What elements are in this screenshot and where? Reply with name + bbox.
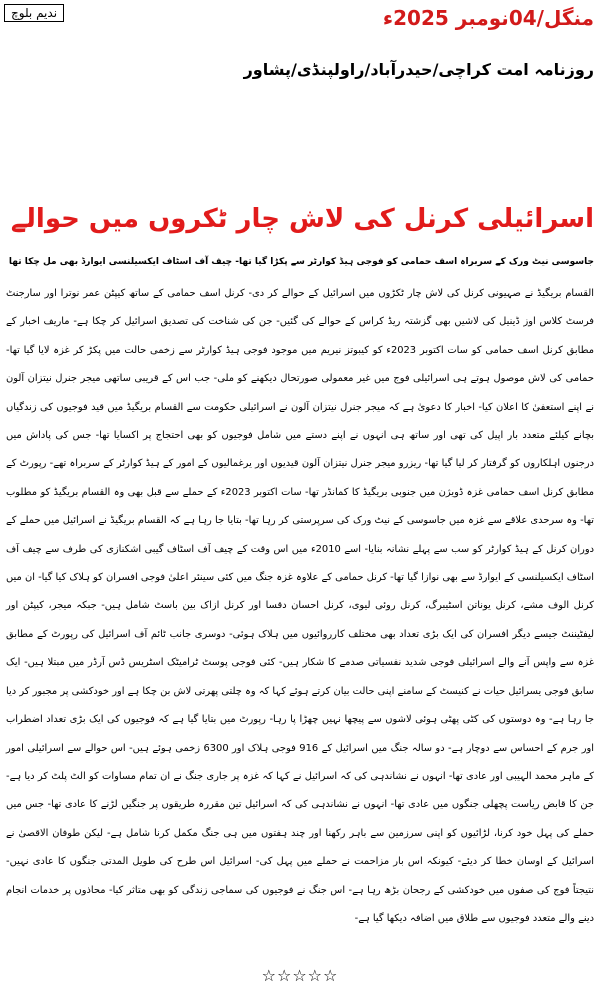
publication-date: منگل/04نومبر 2025ء (382, 6, 594, 30)
end-stars: ☆☆☆☆☆ (261, 966, 339, 985)
headline: اسرائیلی کرنل کی لاش چار ٹکروں میں حوالے (10, 204, 594, 234)
article-body: القسام بریگیڈ نے صہیونی کرنل کی لاش چار ٹکڑوں میں اسرائیل کے حوالے کر دی- کرنل اسف حمامی کے ساتھ کیپٹن عمر نوترا اور سارجنٹ فرسٹ کلاس اوز ڈینیل کی لاشیں بھی گزشتہ ریڈ کراس کے حوالے کی گئیں- جن کی شناخت کی تصدیق اسرائیل کر چکا ہے- ماریف اخبار کے مطابق کرنل اسف حمامی کو سات اکتوبر 2023ء کو کیبوتز نیریم میں موجود فوجی ہیڈ کوارٹر سے زخمی حالت میں پکڑ کر غزہ لایا گیا تھا- حمامی کی لاش موصول ہوتے ہی اسرائیلی فوج میں غیر معمولی صورتحال دیکھنے کو ملی- جب اس کے قریبی ساتھی میجر جنرل نیتزان آلون نے اپنے استعفیٰ کا اعلان کیا- اخبار کا دعویٰ ہے کہ میجر جنرل نیتزان آلون نے اسرائیلی حکومت سے القسام بریگیڈ میں قید فوجیوں کی زندگیاں بچانے کیلئے متعدد بار اپیل کی تھی اور ساتھ ہی انہوں نے اپنے دستے میں شامل فوجیوں کو بھی احتجاج پر اکسایا تھا- جس کی پاداش میں درجنوں اہلکاروں کو گرفتار کر لیا گیا تھا- ریزرو میجر جنرل نیتزان آلون قیدیوں اور یرغمالیوں کے امور کے ہیڈ کوارٹر کے سربراہ تھے- رپورٹ کے مطابق کرنل اسف حمامی غزہ ڈویژن میں جنوبی بریگیڈ کا کمانڈر تھا- سات اکتوبر 2023ء کے حملے سے قبل بھی وہ القسام بریگیڈ کو مطلوب تھا- وہ سرحدی علاقے سے غزہ میں جاسوسی کے نیٹ ورک کی سرپرستی کر رہا تھا- بتایا جا رہا ہے کہ القسام بریگیڈ نے اسرائیل میں حملے کے دوران کرنل کے ہیڈ کوارٹر کو سب سے پہلے نشانہ بنایا- اسے 2010ء میں اس وقت کے چیف آف اسٹاف گیبی اشکنازی کی طرف سے چیف آف اسٹاف ایکسیلنسی کے ایوارڈ سے بھی نوازا گیا تھا- کرنل حمامی کے علاوہ غزہ جنگ میں کئی سینئر اعلیٰ فوجی افسران کو ہلاک کیا گیا- ان میں کرنل الوف مشے، کرنل یوناتن اسٹیبرگ، کرنل روئی لیوی، کرنل احسان دقسا اور کرنل ازاک بین باسٹ شامل ہیں- جبکہ میجر، کیپٹن اور لیفٹیننٹ جیسے دیگر افسران کی ایک بڑی تعداد بھی مختلف کارروائیوں میں ہلاک ہوئی- دوسری جانب ٹائم آف اسرائیل کی رپورٹ کے مطابق غزہ سے واپس آنے والے اسرائیلی فوجی شدید نفسیاتی صدمے کا شکار ہیں- کئی فوجی پوسٹ ٹرامیٹک اسٹریس ڈس آرڈر میں مبتلا ہیں- ایک سابق فوجی یسرائیل حیات نے کنیسٹ کے سامنے اپنی حالت بیان کرتے ہوئے کہا کہ وہ چلتی پھرتی لاش بن چکا ہے اور خودکشی پر مجبور کر دیا جا رہا ہے- وہ دوستوں کی کٹی پھٹی ہوئی لاشوں سے پیچھا نہیں چھڑا پا رہا- رپورٹ میں بتایا گیا ہے کہ فوجیوں کی ایک بڑی تعداد اضطراب اور جرم کے احساس سے دوچار ہے- دو سالہ جنگ میں اسرائیل کے 916 فوجی ہلاک اور 6300 زخمی ہوئے ہیں- اس حوالے سے اسرائیلی امور کے ماہر محمد الہیبی اور عادی تھا- انہوں نے نشاندہی کی کہ اسرائیل نے کہا کہ غزہ پر جاری جنگ نے ان تمام مساوات کو الٹ پلٹ کر دیا ہے- جن کا قابض ریاست پچھلی جنگوں میں عادی تھا- انہوں نے نشاندہی کی کہ اسرائیل تین مقررہ طریقوں پر جنگیں لڑنے کا عادی تھا- جس میں حملے کی پہل خود کرنا، لڑائیوں کو اپنی سرزمین سے باہر رکھنا اور چند ہفتوں میں ہی جنگ مکمل کرنا شامل ہے- لیکن طوفان الاقصیٰ نے اسرائیل کے اوسان خطا کر دیئے- کیونکہ اس بار مزاحمت نے حملے میں پہل کی- اسرائیل اس طرح کی طویل المدتی جنگوں کا عادی نہیں- نتیجتاً فوج کی صفوں میں خودکشی کے رجحان بڑھ رہا ہے- اس جنگ نے فوجیوں کی سماجی زندگی کو بھی متاثر کیا- محاذوں پر خدمات انجام دینے والے متعدد فوجیوں سے طلاق میں اضافہ دیکھا گیا ہے- (6, 288, 594, 924)
subheadline: جاسوسی نیٹ ورک کے سربراہ اسف حمامی کو فوجی ہیڈ کوارٹر سے پکڑا گیا تھا- چیف آف اسٹاف ایکسیلنسی ایوارڈ بھی مل چکا تھا (8, 257, 594, 267)
author-tag: ندیم بلوچ (4, 4, 64, 22)
newspaper-source: روزنامہ امت کراچی/حیدرآباد/راولپنڈی/پشاور (243, 60, 594, 79)
